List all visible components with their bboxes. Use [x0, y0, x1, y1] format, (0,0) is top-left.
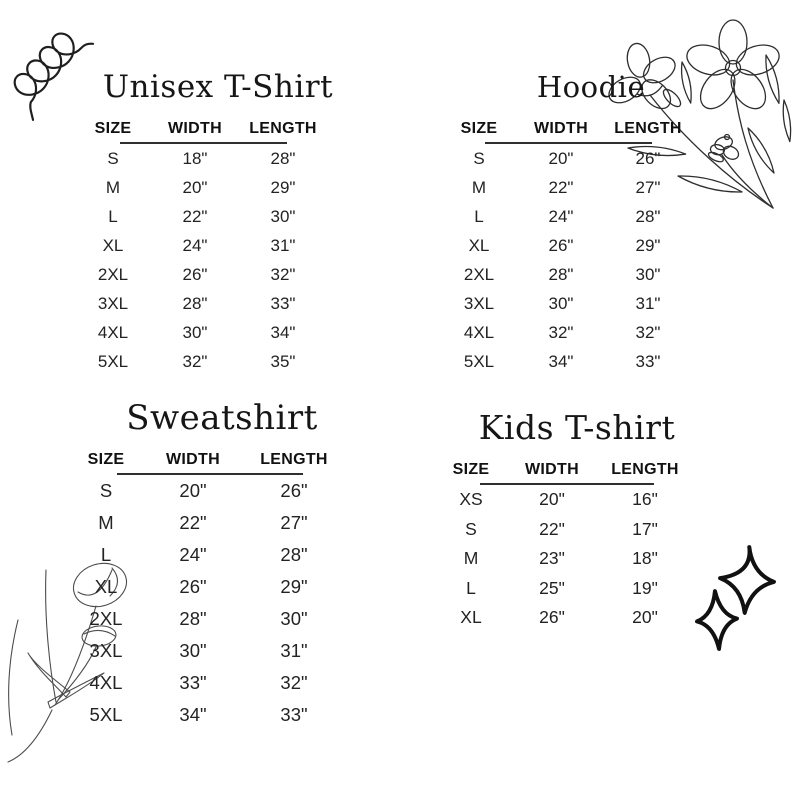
length-cell: 26" — [635, 148, 661, 168]
size-cell: L — [100, 544, 112, 565]
width-cell: 24" — [179, 544, 207, 565]
size-cell: M — [98, 512, 114, 533]
width-cell: 26" — [179, 576, 207, 597]
table-title-sweatshirt: Sweatshirt — [126, 398, 318, 438]
size-cell: L — [108, 206, 118, 226]
width-cell: 26" — [548, 235, 574, 255]
width-cell: 32" — [548, 322, 574, 342]
size-cell: 4XL — [463, 322, 495, 342]
width-cell: 28" — [179, 608, 207, 629]
table-title-unisex-tshirt: Unisex T-Shirt — [102, 69, 334, 105]
width-cell: 20" — [182, 177, 208, 197]
length-cell: 32" — [280, 672, 308, 693]
size-cell: 2XL — [97, 264, 129, 284]
size-cell: 4XL — [97, 322, 129, 342]
width-cell: 22" — [182, 206, 208, 226]
width-cell: 23" — [539, 548, 565, 569]
size-cell: 2XL — [89, 608, 123, 629]
size-cell: XS — [459, 489, 483, 510]
column-header-width: WIDTH — [534, 120, 588, 137]
sparkles-icon — [690, 535, 800, 660]
column-header-size: SIZE — [94, 120, 132, 137]
width-cell: 30" — [179, 640, 207, 661]
width-cell: 22" — [548, 177, 574, 197]
length-cell: 30" — [280, 608, 308, 629]
length-cell: 30" — [635, 264, 661, 284]
size-cell: L — [466, 577, 476, 598]
size-cell: XL — [460, 607, 482, 628]
width-cell: 34" — [179, 704, 207, 725]
size-cell: S — [465, 518, 477, 539]
length-cell: 29" — [270, 177, 296, 197]
table-title-kids-tshirt: Kids T-shirt — [478, 408, 676, 447]
length-cell: 34" — [270, 322, 296, 342]
size-cell: XL — [94, 576, 118, 597]
column-header-length: LENGTH — [611, 461, 679, 478]
size-cell: XL — [468, 235, 490, 255]
size-cell: 4XL — [89, 672, 123, 693]
size-cell: L — [474, 206, 484, 226]
size-cell: 5XL — [463, 351, 495, 371]
table-title-hoodie: Hoodie — [536, 70, 646, 104]
column-header-width: WIDTH — [166, 451, 220, 468]
length-cell: 28" — [280, 544, 308, 565]
length-cell: 30" — [270, 206, 296, 226]
size-cell: S — [473, 148, 485, 168]
length-cell: 20" — [632, 607, 658, 628]
size-cell: XL — [102, 235, 124, 255]
length-cell: 29" — [280, 576, 308, 597]
size-cell: 2XL — [463, 264, 495, 284]
length-cell: 33" — [635, 351, 661, 371]
width-cell: 20" — [539, 489, 565, 510]
width-cell: 30" — [182, 322, 208, 342]
width-cell: 26" — [182, 264, 208, 284]
length-cell: 19" — [632, 577, 658, 598]
table-sweatshirt — [66, 394, 348, 731]
size-cell: 3XL — [89, 640, 123, 661]
width-cell: 24" — [548, 206, 574, 226]
size-cell: S — [99, 480, 113, 501]
length-cell: 18" — [632, 548, 658, 569]
length-cell: 33" — [270, 293, 296, 313]
column-header-size: SIZE — [460, 120, 498, 137]
length-cell: 29" — [635, 235, 661, 255]
length-cell: 31" — [280, 640, 308, 661]
length-cell: 28" — [270, 148, 296, 168]
column-header-size: SIZE — [87, 451, 125, 468]
length-cell: 32" — [270, 264, 296, 284]
size-cell: 5XL — [97, 351, 129, 371]
width-cell: 24" — [182, 235, 208, 255]
size-grid-hoodie — [440, 116, 692, 376]
width-cell: 28" — [548, 264, 574, 284]
length-cell: 33" — [280, 704, 308, 725]
width-cell: 22" — [179, 512, 207, 533]
column-header-length: LENGTH — [260, 451, 328, 468]
size-cell: M — [463, 548, 479, 569]
width-cell: 20" — [548, 148, 574, 168]
width-cell: 22" — [539, 518, 565, 539]
table-unisex-tshirt — [75, 64, 334, 376]
column-header-length: LENGTH — [614, 120, 682, 137]
width-cell: 33" — [179, 672, 207, 693]
length-cell: 27" — [280, 512, 308, 533]
table-hoodie — [440, 64, 692, 376]
size-grid-unisex-tshirt — [75, 116, 327, 376]
column-header-size: SIZE — [452, 461, 490, 478]
width-cell: 26" — [539, 607, 565, 628]
size-grid-kids-tshirt — [432, 457, 696, 633]
length-cell: 31" — [635, 293, 661, 313]
column-header-width: WIDTH — [525, 461, 579, 478]
size-cell: 3XL — [97, 293, 129, 313]
width-cell: 28" — [182, 293, 208, 313]
size-cell: S — [107, 148, 119, 168]
length-cell: 17" — [632, 518, 658, 539]
length-cell: 31" — [270, 235, 296, 255]
size-grid-sweatshirt — [66, 447, 348, 731]
column-header-length: LENGTH — [249, 120, 317, 137]
size-cell: M — [471, 177, 487, 197]
length-cell: 16" — [632, 489, 658, 510]
length-cell: 35" — [270, 351, 296, 371]
width-cell: 25" — [539, 577, 565, 598]
width-cell: 32" — [182, 351, 208, 371]
width-cell: 20" — [179, 480, 207, 501]
length-cell: 26" — [280, 480, 308, 501]
width-cell: 30" — [548, 293, 574, 313]
table-kids-tshirt — [432, 404, 696, 633]
width-cell: 18" — [182, 148, 208, 168]
size-cell: 3XL — [463, 293, 495, 313]
length-cell: 32" — [635, 322, 661, 342]
column-header-width: WIDTH — [168, 120, 222, 137]
length-cell: 27" — [635, 177, 661, 197]
size-cell: M — [105, 177, 121, 197]
length-cell: 28" — [635, 206, 661, 226]
width-cell: 34" — [548, 351, 574, 371]
size-cell: 5XL — [89, 704, 123, 725]
